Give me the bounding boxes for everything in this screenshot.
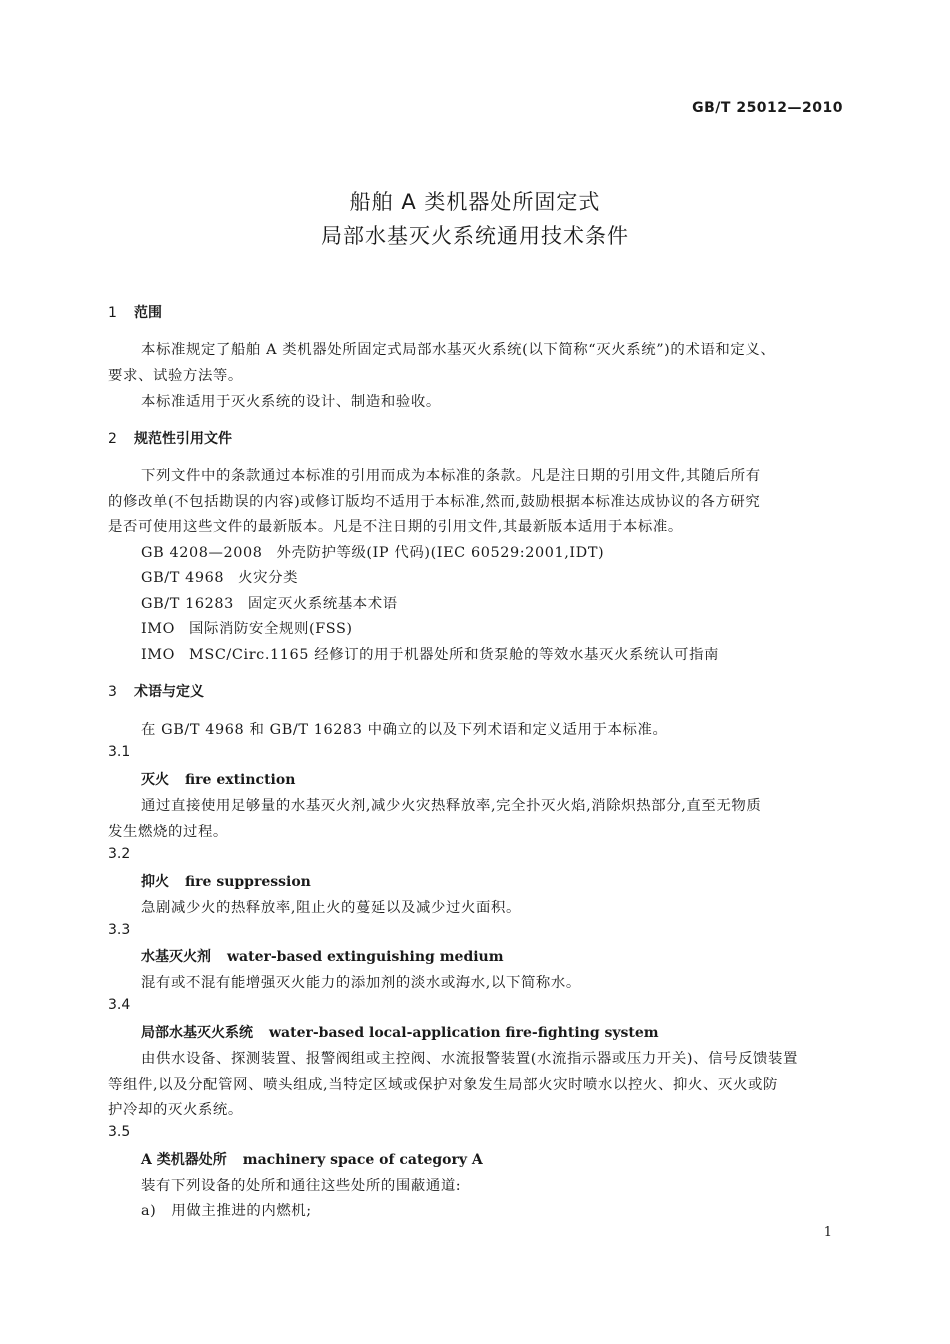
paragraph-line: 本标准适用于灭火系统的设计、制造和验收。: [141, 394, 441, 410]
definition-line: 护冷却的灭火系统。: [108, 1102, 243, 1118]
term-heading: [141, 1149, 483, 1169]
term-heading: [141, 1022, 659, 1042]
section-number: 3: [108, 684, 117, 700]
reference-item: [141, 617, 353, 638]
reference-item: [141, 592, 398, 613]
page-number: 1: [823, 1225, 832, 1240]
reference-code: IMO: [141, 621, 176, 637]
term-en: machinery space of category A: [242, 1152, 483, 1168]
term-en: fire extinction: [185, 772, 296, 788]
definition-line: 由供水设备、探测装置、报警阀组或主控阀、水流报警装置(水流指示器或压力开关)、信号反馈装置: [141, 1051, 799, 1067]
paragraph-line: 本标准规定了船舶 A 类机器处所固定式局部水基灭火系统(以下简称“灭火系统”)的术语和定义、: [141, 342, 776, 358]
paragraph-line: 下列文件中的条款通过本标准的引用而成为本标准的条款。凡是注日期的引用文件,其随后所有: [141, 468, 761, 484]
paragraph-line: 在 GB/T 4968 和 GB/T 16283 中确立的以及下列术语和定义适用于本标准。: [141, 722, 668, 738]
term-heading: [141, 946, 504, 966]
subclause-number: 3.3: [108, 922, 131, 938]
definition-line: 发生燃烧的过程。: [108, 824, 228, 840]
reference-code: GB/T 16283: [141, 596, 234, 612]
section-title: 范围: [134, 305, 162, 321]
definition-line: 等组件,以及分配管网、喷头组成,当特定区域或保护对象发生局部火灾时喷水以控火、抑火、灭火或防: [108, 1077, 778, 1093]
subclause-number: 3.4: [108, 997, 131, 1013]
reference-title: MSC/Circ.1165 经修订的用于机器处所和货泵舱的等效水基灭火系统认可指南: [189, 647, 719, 663]
term-zh: 局部水基灭火系统: [141, 1025, 253, 1041]
paragraph-line: 是否可使用这些文件的最新版本。凡是不注日期的引用文件,其最新版本适用于本标准。: [108, 519, 683, 535]
definition-line: 急剧减少火的热释放率,阻止火的蔓延以及减少过火面积。: [141, 900, 521, 916]
subclause-number: 3.1: [108, 744, 131, 760]
term-zh: 水基灭火剂: [141, 949, 211, 965]
reference-item: [141, 541, 604, 562]
term-heading: [141, 769, 295, 789]
reference-code: GB/T 4968: [141, 570, 225, 586]
definition-line: 通过直接使用足够量的水基灭火剂,减少火灾热释放率,完全扑灭火焰,消除炽热部分,直至无物质: [141, 798, 762, 814]
definition-line: 装有下列设备的处所和通往这些处所的围蔽通道:: [141, 1178, 462, 1194]
term-zh: 灭火: [141, 772, 169, 788]
definition-line: 混有或不混有能增强灭火能力的添加剂的淡水或海水,以下简称水。: [141, 975, 581, 991]
subclause-number: 3.2: [108, 846, 131, 862]
section-number: 1: [108, 305, 117, 321]
reference-code: IMO: [141, 647, 176, 663]
reference-title: 固定灭火系统基本术语: [247, 596, 398, 612]
paragraph-line: 的修改单(不包括勘误的内容)或修订版均不适用于本标准,然而,鼓励根据本标准达成协议的各方研究: [108, 494, 761, 510]
document-title-line1: 船舶 A 类机器处所固定式: [349, 190, 601, 214]
term-en: water-based local-application fire-fighting system: [269, 1025, 659, 1041]
document-title-line2: 局部水基灭火系统通用技术条件: [321, 224, 629, 248]
term-en: fire suppression: [185, 874, 311, 890]
section-2-heading: [108, 428, 232, 448]
reference-item: [141, 643, 719, 664]
standard-code: GB/T 25012—2010: [692, 100, 843, 116]
reference-code: GB 4208—2008: [141, 545, 263, 561]
term-heading: [141, 871, 311, 891]
section-title: 术语与定义: [134, 684, 204, 700]
list-item-a: a) 用做主推进的内燃机;: [141, 1203, 312, 1219]
reference-title: 外壳防护等级(IP 代码)(IEC 60529:2001,IDT): [276, 545, 605, 561]
reference-title: 火灾分类: [238, 570, 299, 586]
term-zh: 抑火: [141, 874, 169, 890]
reference-title: 国际消防安全规则(FSS): [189, 621, 353, 637]
term-zh: A 类机器处所: [141, 1152, 227, 1168]
section-3-heading: [108, 681, 204, 701]
reference-item: [141, 566, 298, 587]
term-en: water-based extinguishing medium: [227, 949, 504, 965]
section-title: 规范性引用文件: [134, 431, 232, 447]
section-1-heading: [108, 302, 162, 322]
subclause-number: 3.5: [108, 1124, 131, 1140]
section-number: 2: [108, 431, 117, 447]
paragraph-line: 要求、试验方法等。: [108, 368, 243, 384]
